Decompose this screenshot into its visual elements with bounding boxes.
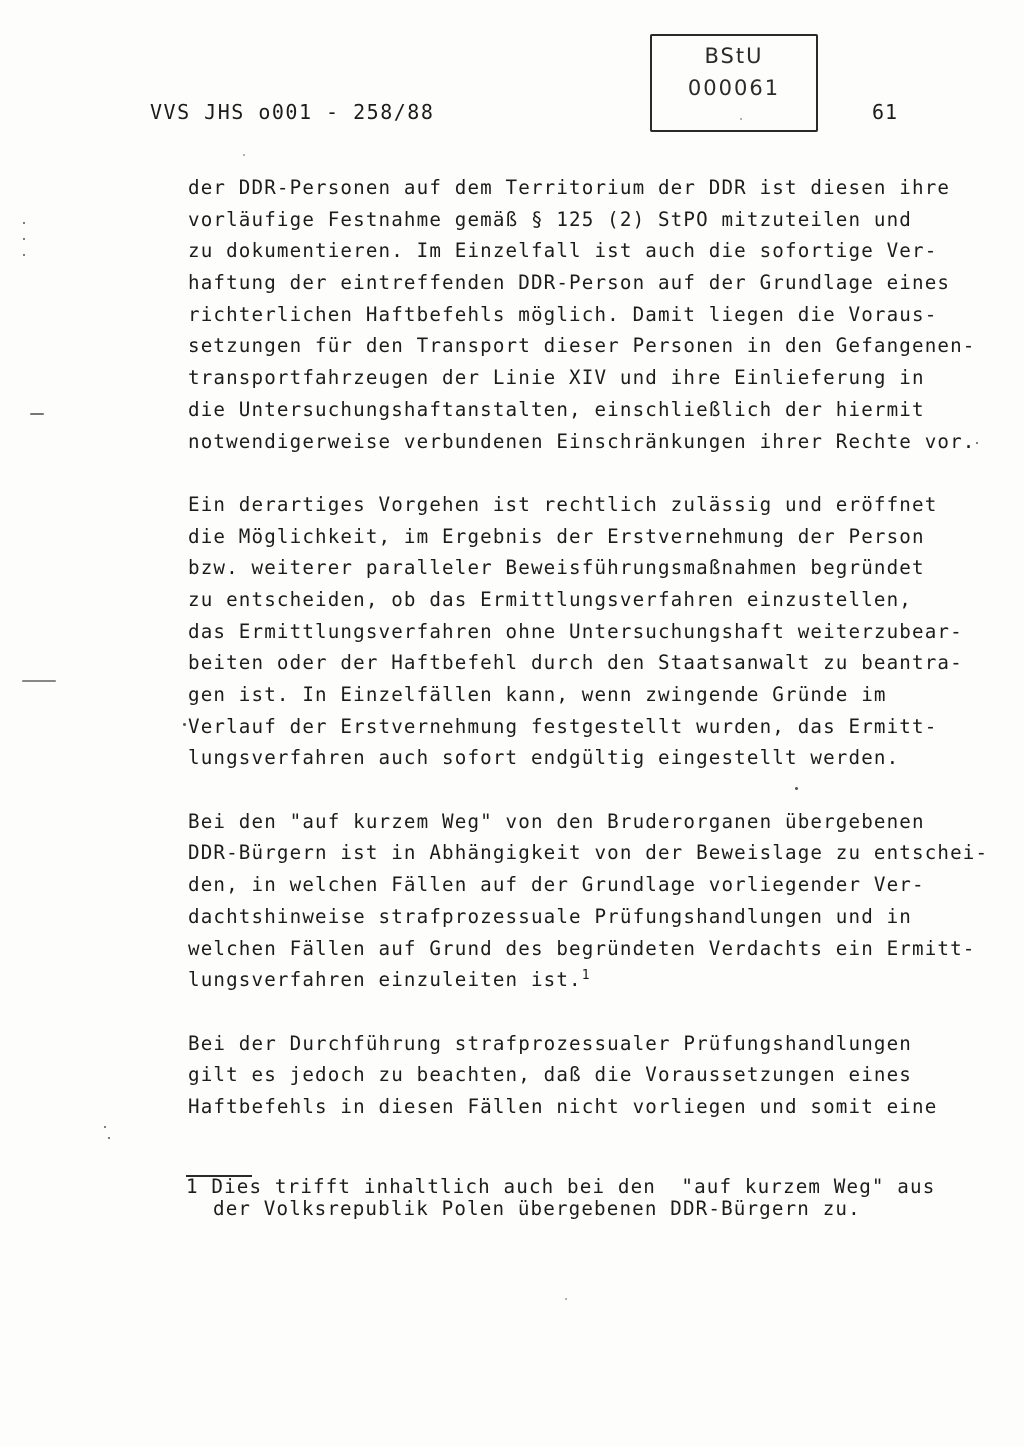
text-line: DDR-Bürgern ist in Abhängigkeit von der Beweislage zu entschei- [188,841,989,865]
paragraph-4 [188,1028,988,1123]
scan-speck [23,222,25,224]
text-line: lungsverfahren einzuleiten ist. [188,968,582,992]
text-line: richterlichen Haftbefehls möglich. Damit liegen die Voraus- [188,302,938,326]
scan-speck [22,680,56,682]
text-line: welchen Fällen auf Grund des begründeten Verdachts ein Ermitt- [188,936,976,960]
stamp-label: BStU [704,44,764,68]
text-line: beiten oder der Haftbefehl durch den Staatsanwalt zu beantra- [188,651,963,675]
text-line: Bei den "auf kurzem Weg" von den Bruderorganen übergebenen [188,809,925,833]
footnote-line: 1 Dies trifft inhaltlich auch bei den "auf kurzem Weg" aus [186,1175,936,1198]
text-line: dachtshinweise strafprozessuale Prüfungshandlungen und in [188,904,913,928]
text-line-with-footnote [188,964,988,996]
text-line: die Untersuchungshaftanstalten, einschließlich der hiermit [188,397,925,421]
scan-speck [30,413,44,415]
scan-speck [23,254,25,256]
text-line: notwendigerweise verbundenen Einschränkungen ihrer Rechte vor. [188,429,976,453]
text-line: haftung der eintreffenden DDR-Person auf der Grundlage eines [188,271,951,295]
scan-speck [565,1298,567,1300]
text-line: bzw. weiterer paralleler Beweisführungsmaßnahmen begründet [188,556,925,580]
scan-speck [795,787,798,790]
paragraph-1 [188,172,988,457]
text-line: die Möglichkeit, im Ergebnis der Erstvernehmung der Person [188,524,925,548]
scan-speck [104,1126,106,1128]
text-line: den, in welchen Fällen auf der Grundlage vorliegender Ver- [188,873,925,897]
text-line: transportfahrzeugen der Linie XIV und ihre Einlieferung in [188,366,925,390]
text-line: der DDR-Personen auf dem Territorium der DDR ist diesen ihre [188,176,951,199]
body-text [188,172,988,1123]
text-line: Verlauf der Erstvernehmung festgestellt wurden, das Ermitt- [188,714,938,738]
text-line: Haftbefehls in diesen Fällen nicht vorliegen und somit eine [188,1094,938,1118]
text-line: lungsverfahren auch sofort endgültig eingestellt werden. [188,746,900,770]
text-line: Ein derartiges Vorgehen ist rechtlich zulässig und eröffnet [188,492,938,516]
text-line: setzungen für den Transport dieser Personen in den Gefangenen- [188,334,976,358]
scan-speck [23,238,25,240]
stamp-number: 000061 [687,76,781,100]
footnote-line: der Volksrepublik Polen übergebenen DDR-Bürgern zu. [213,1197,861,1220]
page-number: 61 [872,100,899,124]
text-line: vorläufige Festnahme gemäß § 125 (2) StPO mitzuteilen und [188,207,913,231]
scan-speck [183,723,186,726]
text-line: gen ist. In Einzelfällen kann, wenn zwingende Gründe im [188,683,887,706]
text-line: gilt es jedoch zu beachten, daß die Voraussetzungen eines [188,1063,913,1087]
scan-speck [243,154,245,156]
footnote [186,1176,986,1220]
scan-speck [976,442,978,444]
paragraph-gap [188,774,988,806]
paragraph-gap [188,996,988,1028]
footnote-marker: 1 [581,968,590,984]
document-reference: VVS JHS o001 - 258/88 [150,100,435,124]
scan-speck [740,118,742,120]
paragraph-gap [188,457,988,489]
text-line: zu entscheiden, ob das Ermittlungsverfahren einzustellen, [188,587,913,611]
text-line: das Ermittlungsverfahren ohne Untersuchungshaft weiterzubear- [188,619,963,643]
paragraph-2 [188,489,988,774]
text-line: Bei der Durchführung strafprozessualer Prüfungshandlungen [188,1031,913,1055]
paragraph-3 [188,806,988,996]
scan-speck [108,1137,110,1139]
text-line: zu dokumentieren. Im Einzelfall ist auch die sofortige Ver- [188,239,938,263]
archive-stamp [650,34,818,132]
